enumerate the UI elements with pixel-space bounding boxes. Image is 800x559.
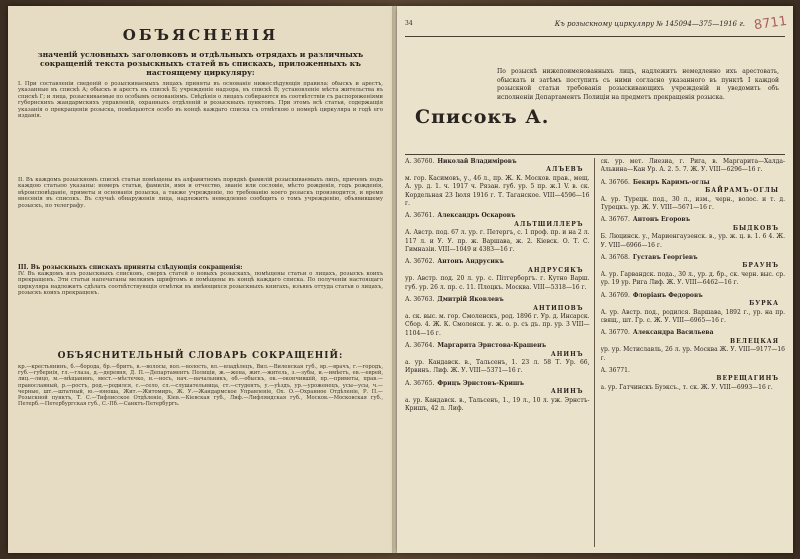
entry-given-name: Бекиръ Каримъ-оглы xyxy=(632,178,710,186)
entry-text: а. ур. Гатчинскъ Буэксъ., т. ск. Ж. У. VIII—6993—16 г. xyxy=(600,383,773,391)
entry-heading xyxy=(405,342,590,350)
list-entry xyxy=(601,292,786,326)
entry-number: А. 36760. xyxy=(405,158,435,165)
entry-surname: АНИНЪ xyxy=(550,388,584,396)
entry-number: А. 36764. xyxy=(405,342,435,350)
list-entry xyxy=(405,212,590,254)
page-number: 34 xyxy=(405,20,413,27)
entry-heading xyxy=(601,254,786,262)
entry-surname: АНИНЪ xyxy=(550,350,584,358)
entry-surname: АНТИПОВЪ xyxy=(533,304,584,312)
entry-number: А. 36770. xyxy=(600,329,630,337)
entry-given-name: Александръ Оскаровъ xyxy=(437,212,516,220)
list-entry xyxy=(601,179,786,213)
entry-given-name: Фрицъ Эрнстовъ-Кришъ xyxy=(437,379,524,387)
list-intro: По розыскѣ нижепоименованныхъ лицъ, надлежитъ немедленно ихъ арестовать, обыскать и затѣмъ поступить съ ними согласно указанного въ пунктѣ I каждой розыскной статьи требованія розыскивающихъ учрежденій и уведомить объ исполненіи Департаментъ Полиціи на предметъ прекращенія розыска. xyxy=(497,68,779,101)
circular-reference: Къ розыскному циркуляру № 145094—375—1916 г. xyxy=(554,20,745,28)
section-4-text: IV. Въ каждомъ изъ розыскныхъ списковъ, сверхъ статей о новыхъ розыскахъ, помѣщены статьи о лицахъ, розыскъ коихъ прекращенъ. Эти статьи напечатаны мелкимъ шрифтомъ и помѣщены въ концѣ каждаго списка. По полученіи настоящаго циркуляра надлежитъ сдѣлать соотвѣтствующія отмѣтки въ имѣющихся розыскныхъ книгахъ, изъявъ оттуда статьи о лицахъ, розыскъ коихъ прекращенъ. xyxy=(18,271,383,297)
entry-text: А. Австр. под. 67 л. ур. г. Петергъ, с. 1 проф. пр. и на 2 л. 117 л. и У. У. пр. ж. Варшава, ж. 2. Кіевск. О. Т. С. Гимназіи. VIII—1049 и 4383—16 г. xyxy=(405,229,590,254)
entry-given-name: Николай Владиміровъ xyxy=(437,158,517,165)
entry-given-name: Дмитрій Яковлевъ xyxy=(437,296,504,304)
entries-column-right xyxy=(601,158,786,547)
section-2-text: II. Въ каждомъ розыскномъ спискѣ статьи помѣщены въ алфавитномъ порядкѣ фамилій розыскиваемыхъ лицъ, причемъ подъ каждою статьею указаны: номеръ статьи, фамилія, имя и отчество, званіе или сословіе, мѣсто рожденія, годъ рожденія, вѣроисповѣданіе, приметы и основанія розыска, а также учрежденіе, по требованію коего розыскъ производится, и время внесенія въ списокъ. Въ случаѣ обнаруженія лица, надлежитъ немедленно сообщить о томъ учрежденію, объявившему розыскъ, по телеграфу. xyxy=(18,177,383,209)
list-entry xyxy=(601,329,786,363)
title-subtitle: значеній условныхъ заголовковъ и отдѣльныхъ отрядахъ и различныхъ сокращеній текста розыскныхъ статей въ спискахъ, приложенныхъ къ настоящему циркуляру: xyxy=(37,50,364,77)
entry-surname: БУРКА xyxy=(749,300,779,308)
entry-text: ск. ур. мет. Лиезиа, г. Рига, в. Маргарита—Халда-Альвина—Кан Ур. А. 2. 5. 7. Ж. У. VIII—6296—16 г. xyxy=(600,158,785,174)
entry-text: ур. ур. Мстиславль, 26 л. ур. Москва Ж. У. VIII—9177—16 г. xyxy=(600,346,785,362)
list-entry xyxy=(601,158,786,175)
list-title: Списокъ А. xyxy=(415,106,550,128)
list-entry xyxy=(405,258,590,292)
handwritten-stamp: 8711 xyxy=(753,13,788,34)
entry-given-name: Густавъ Георгіевъ xyxy=(632,254,698,262)
section-3-heading: III. Въ розыскныхъ спискахъ приняты слѣдующія сокращенія: xyxy=(18,264,243,271)
entry-number: А. 36766. xyxy=(600,178,630,186)
dictionary-title: ОБЪЯСНИТЕЛЬНЫЙ СЛОВАРЬ СОКРАЩЕНІЙ: xyxy=(57,351,344,361)
entry-given-name: Антонъ Егоровъ xyxy=(632,216,691,224)
entry-number: А. 36762. xyxy=(405,258,435,266)
running-head xyxy=(405,20,785,28)
entry-heading xyxy=(601,367,786,375)
list-entry xyxy=(601,367,786,392)
entry-text: а. ур. Кандавск. в., Тальсенъ, 1., 19 л., 10 л. уж. Эрнстъ-Кришъ, 42 л. Лиф. xyxy=(405,396,590,412)
entry-text: Б. Люцинск. у., Мариенгаузенск. в., ур. ж. ц. в. 1. 6 4. Ж. У. VIII—6966—16 г. xyxy=(600,233,785,249)
entry-heading xyxy=(601,329,786,337)
entry-heading xyxy=(405,380,590,388)
entry-surname: АЛЪЕВЪ xyxy=(546,166,584,174)
list-entry xyxy=(601,254,786,288)
entry-text: а. ур. Кандавск. в., Тальсенъ, 1. 23 л. 58 Т. Ур. 66, Ирвинъ. Лиф. Ж. У. VIII—5371—16 г. xyxy=(405,358,590,375)
entry-given-name: Александра Васильева xyxy=(632,329,714,337)
list-entry xyxy=(405,342,590,376)
entries-column-left xyxy=(405,158,595,547)
entry-surname: АЛЬТШИЛЛЕРЪ xyxy=(514,220,584,228)
entry-surname: ВЕРЕЩАГИНЪ xyxy=(716,375,779,383)
list-entry xyxy=(405,380,590,414)
entry-heading xyxy=(601,216,786,224)
entry-surname: ВЕЛЕЦКАЯ xyxy=(730,337,779,345)
right-page xyxy=(397,6,793,553)
entry-surname: БРАУНЪ xyxy=(742,262,779,270)
entry-heading xyxy=(601,179,786,187)
entry-number: А. 36767. xyxy=(600,216,630,224)
entry-heading xyxy=(405,212,590,220)
entry-number: А. 36763. xyxy=(405,296,435,304)
entry-surname: БЫДКОВЪ xyxy=(732,224,779,232)
entry-heading xyxy=(405,258,590,266)
entries-columns xyxy=(405,158,785,547)
page-title: ОБЪЯСНЕНІЯ xyxy=(122,26,279,44)
dictionary-text: кр.—крестьянинъ, б.—борода, бр.—бритъ, в.—волосы, вол.—волость, вл.—владѣлецъ, Вил.—Виленская губ., вр.—врачъ, г.—городъ, губ.—губернія, гл.—глаза, д.—деревня, Д. П.—Департаментъ Полиціи, ж.—жена, жит.—житель, з.—зубы, и.—имѣетъ, ев.—еврей, лиц.—лицо, м.—мѣщанинъ, мест.—мѣстечко, н.—носъ, нач.—начальникъ, об.—обыскъ, ок.—окончившій, пр.—приметы, прав.—православный, р.—ростъ, род.—родился, с.—село, сл.—слушательница, ст.—студентъ, у.—уѣздъ, ур.—уроженецъ, усы—усы, ч.—черные, шт.—штатный, ю.—юноша, Жит.—Житомиръ, Ж. У.—Жандармское Управленіе, Ох. О.—Охранное Отдѣленіе, Р. П.—Розыскной пунктъ, Т. С.—Тифлисское Отдѣленіе, Кіев.—Кіевская губ., Лиф.—Лифляндская губ., Москов.—Московская губ., Петерб.—Петербургская губ., С.-Пб.—Санктъ-Петербургъ. xyxy=(18,364,383,408)
entry-text: А. ур. Австр. под., родился. Варшава, 1892 г., ур. на пр. свящ., шт. Гр. с. Ж. У. VIII—6965—16 г. xyxy=(600,308,785,324)
entry-heading xyxy=(405,296,590,304)
entry-text: А. ур. Гарвандск. пода., 30 л., ур. д. бр., ск. черн. выс. ср. ур. 19 ур. Рига Лиф. Ж. У. VIII—6462—16 г. xyxy=(600,270,785,287)
entry-number: А. 36761. xyxy=(405,212,435,220)
entry-number: А. 36769. xyxy=(600,291,630,299)
entry-given-name: Флоріанъ Федоровъ xyxy=(632,291,703,299)
entry-surname: АНДРУСЯКЪ xyxy=(527,266,584,274)
entry-text: ур. Австр. под. 20 л. ур. с. Пітгерборгъ. г. Кутно Варш. губ. ур. 26 л. пр. с. 11. Плоцкъ. Москва. VIII—5318—16 г. xyxy=(405,275,590,291)
list-entry xyxy=(601,216,786,250)
intro-rule xyxy=(405,154,785,155)
entry-heading xyxy=(405,158,590,166)
entry-surname: БАЙРАМЪ-ОГЛЫ xyxy=(705,187,779,195)
entry-given-name: Маргарита Эрнстова-Крашенъ xyxy=(437,342,547,350)
entry-text: А. ур. Турецк. под., 30 л., изм., черн., волос. и т. д. Турецкъ. ур. Ж. У. VIII—5671—16 г. xyxy=(600,195,785,212)
list-entry xyxy=(405,158,590,208)
entry-text: а. ск. выс. м. гор. Смоленскъ, род. 1896 г. Ур. д. Инсарск. Сбор. 4. Ж. К. Смоленск. у. ж. о. р. съ дъ. пр. ур. 3 VIII—1104—16 г. xyxy=(405,312,590,337)
header-rule xyxy=(405,36,785,37)
entry-text: м. гор. Касимовъ, у., 46 л., пр. Ж. К. Москов. прав., мещ. А. ур. д. 1. ч. 1917 ч. Рязан. губ. ур. 5 пр. ж.1 V. в. ск. Кордельная 23 Іюля 1916 г. Т. Таганскоe. VIII—4596—16 г. xyxy=(405,174,590,208)
entry-number: А. 36765. xyxy=(405,379,435,387)
entry-number: А. 36768. xyxy=(600,254,630,262)
list-entry xyxy=(405,296,590,338)
left-page xyxy=(8,6,393,553)
section-1-text: I. При составленіи сведеній о розыскиваемыхъ лицахъ приняты въ основаніе нижеслѣдующія правила: обыскъ и арестъ, указанные въ спискѣ А; обыскъ и арестъ въ спискѣ Б; учрежденіе надзора, въ спискѣ В; установленіе мѣста жительства въ спискѣ Г; и лица, розыскиваемые по особымъ основаніямъ. Свѣдѣнія о лицахъ собираются въ соотвѣтствіи съ распоряженіями губернскихъ жандармскихъ управленій, охранныхъ отдѣленій и розыскныхъ пунктовъ. При этомъ всѣ статьи, содержащія указанія о прекращеніи розыска, помѣщаются особо въ концѣ каждаго списка съ отмѣткою о номерѣ циркуляра и годѣ его изданія. xyxy=(18,81,383,120)
entry-heading xyxy=(601,292,786,300)
entry-number: А. 36771. xyxy=(600,366,630,374)
entry-given-name: Антонъ Андрусикъ xyxy=(437,258,504,266)
